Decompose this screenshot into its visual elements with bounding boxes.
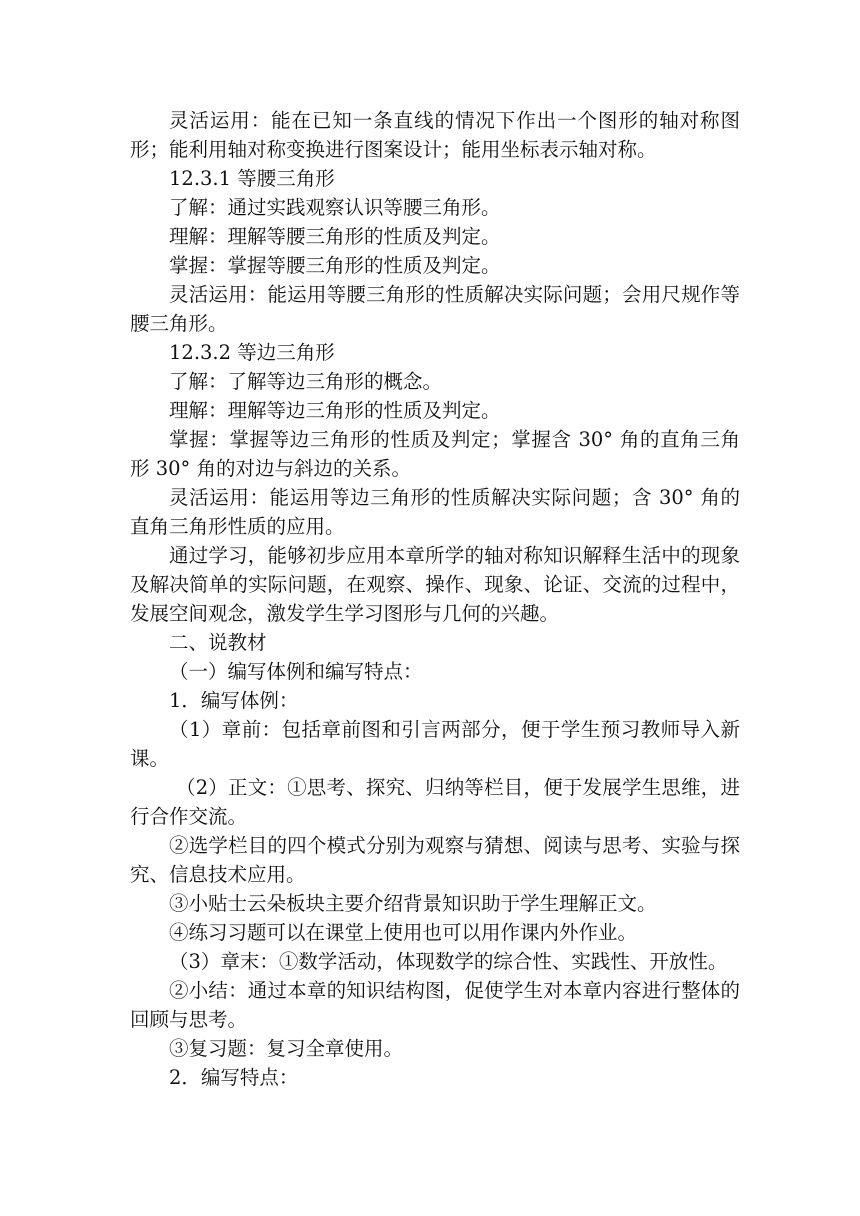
paragraph-chapter-front: （1）章前：包括章前图和引言两部分，便于学生预习教师导入新课。: [130, 718, 740, 770]
heading-section-two: 二、说教材: [169, 631, 267, 654]
heading-12-3-2: 12.3.2 等边三角形: [169, 341, 335, 364]
heading-subsection-one: （一）编写体例和编写特点：: [169, 660, 423, 683]
paragraph-tips-cloud: ③小贴士云朵板块主要介绍背景知识助于学生理解正文。: [169, 892, 657, 915]
paragraph-master-equilateral: 掌握：掌握等边三角形的性质及判定；掌握含 30° 角的直角三角形 30° 角的对边与斜边的关系。: [130, 428, 740, 480]
paragraph-comprehend-isosceles: 理解：理解等腰三角形的性质及判定。: [169, 225, 501, 248]
paragraph-understand-isosceles: 了解：通过实践观察认识等腰三角形。: [169, 196, 501, 219]
heading-writing-features: 2．编写特点：: [169, 1066, 299, 1089]
paragraph-flexible-use-equilateral: 灵活运用：能运用等边三角形的性质解决实际问题；含 30° 角的直角三角形性质的应用。: [130, 486, 740, 538]
paragraph-chapter-end: （3）章末：①数学活动，体现数学的综合性、实践性、开放性。: [169, 950, 728, 973]
paragraph-master-isosceles: 掌握：掌握等腰三角形的性质及判定。: [169, 254, 501, 277]
paragraph-learning-goal: 通过学习，能够初步应用本章所学的轴对称知识解释生活中的现象及解决简单的实际问题，在观察、操作、现象、论证、交流的过程中，发展空间观念，激发学生学习图形与几何的兴趣。: [130, 544, 740, 625]
paragraph-elective-columns: ②选学栏目的四个模式分别为观察与猜想、阅读与思考、实验与探究、信息技术应用。: [130, 834, 740, 886]
paragraph-comprehend-equilateral: 理解：理解等边三角形的性质及判定。: [169, 399, 501, 422]
paragraph-flexible-use-axial-symmetry: 灵活运用：能在已知一条直线的情况下作出一个图形的轴对称图形；能利用轴对称变换进行图案设计；能用坐标表示轴对称。: [130, 109, 740, 161]
document-body: [130, 106, 740, 1092]
paragraph-review: ③复习题：复习全章使用。: [169, 1037, 404, 1060]
paragraph-exercises: ④练习习题可以在课堂上使用也可以用作课内外作业。: [169, 921, 638, 944]
paragraph-understand-equilateral: 了解：了解等边三角形的概念。: [169, 370, 443, 393]
heading-12-3-1: 12.3.1 等腰三角形: [169, 167, 335, 190]
heading-writing-style: 1．编写体例：: [169, 689, 299, 712]
paragraph-main-text: （2）正文：①思考、探究、归纳等栏目，便于发展学生思维，进行合作交流。: [130, 776, 740, 828]
paragraph-summary: ②小结：通过本章的知识结构图，促使学生对本章内容进行整体的回顾与思考。: [130, 979, 740, 1031]
paragraph-flexible-use-isosceles: 灵活运用：能运用等腰三角形的性质解决实际问题；会用尺规作等腰三角形。: [130, 283, 740, 335]
